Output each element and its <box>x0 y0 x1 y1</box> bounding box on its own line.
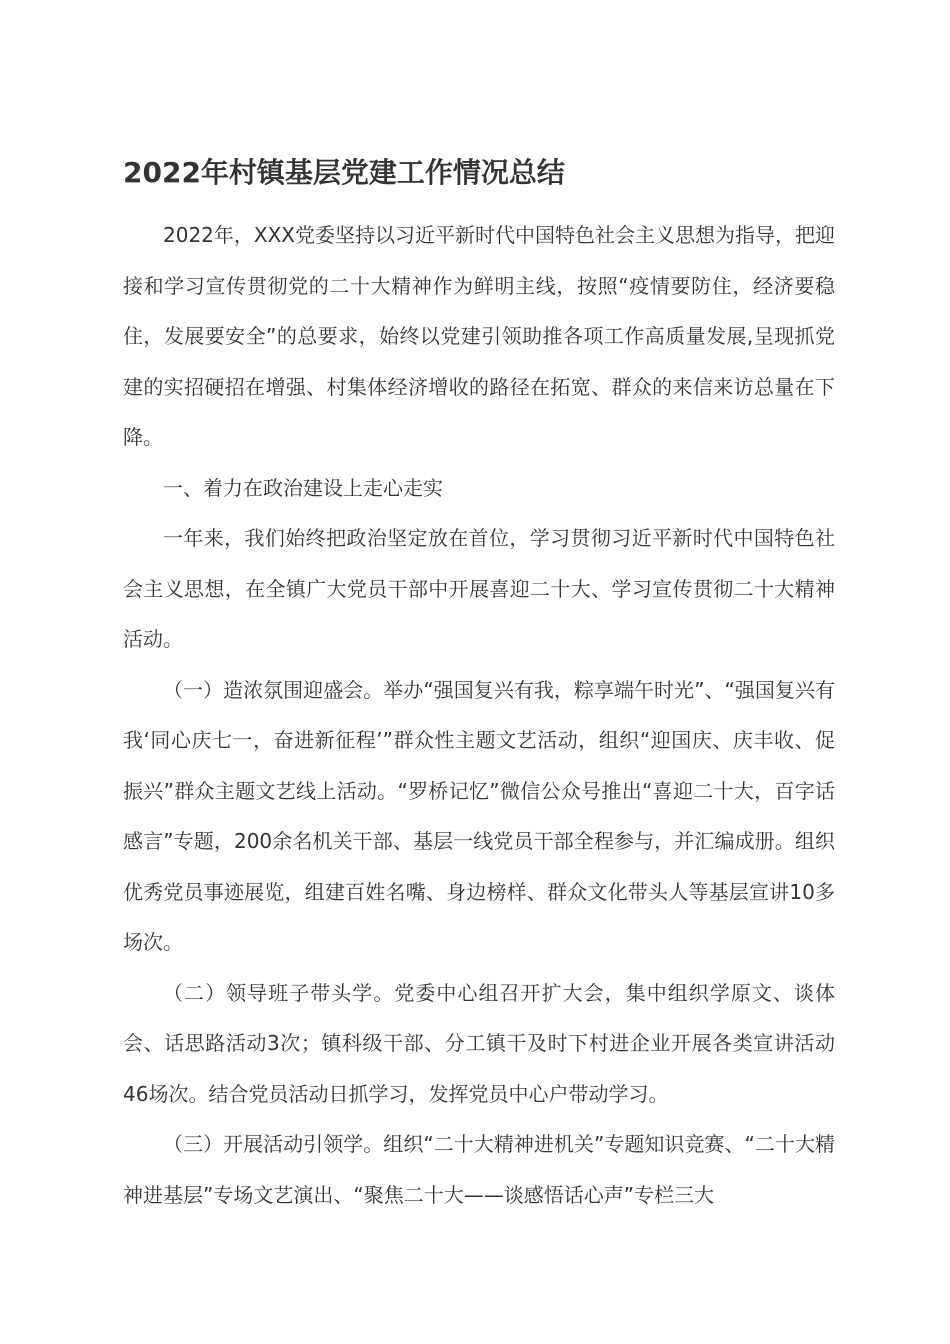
paragraph-subsection-1: （一）造浓氛围迎盛会。举办“强国复兴有我，粽享端午时光”、“强国复兴有我‘同心庆七一，奋进新征程’”群众性主题文艺活动，组织“迎国庆、庆丰收、促振兴”群众主题文艺线上活动。“罗桥记忆”微信公众号推出“喜迎二十大，百字话感言”专题，200余名机关干部、基层一线党员干部全程参与，并汇编成册。组织优秀党员事迹展览，组建百姓名嘴、身边榜样、群众文化带头人等基层宣讲10多场次。 <box>123 677 835 954</box>
document-page <box>123 150 835 1220</box>
section-heading-1: 一、着力在政治建设上走心走实 <box>163 475 443 500</box>
paragraph-subsection-3: （三）开展活动引领学。组织“二十大精神进机关”专题知识竞赛、“二十大精神进基层”专场文艺演出、“聚焦二十大——谈感悟话心声”专栏三大 <box>123 1132 835 1207</box>
document-title: 2022年村镇基层党建工作情况总结 <box>123 156 565 189</box>
paragraph-intro: 2022年，XXX党委坚持以习近平新时代中国特色社会主义思想为指导，把迎接和学习宣传贯彻党的二十大精神作为鲜明主线，按照“疫情要防住，经济要稳住，发展要安全”的总要求，始终以党建引领助推各项工作高质量发展,呈现抓党建的实招硬招在增强、村集体经济增收的路径在拓宽、群众的来信来访总量在下降。 <box>123 223 836 449</box>
paragraph-subsection-2: （二）领导班子带头学。党委中心组召开扩大会，集中组织学原文、谈体会、话思路活动3次；镇科级干部、分工镇干及时下村进企业开展各类宣讲活动46场次。结合党员活动日抓学习，发挥党员中心户带动学习。 <box>123 980 835 1106</box>
paragraph-section-1: 一年来，我们始终把政治坚定放在首位，学习贯彻习近平新时代中国特色社会主义思想，在全镇广大党员干部中开展喜迎二十大、学习宣传贯彻二十大精神活动。 <box>123 526 835 651</box>
